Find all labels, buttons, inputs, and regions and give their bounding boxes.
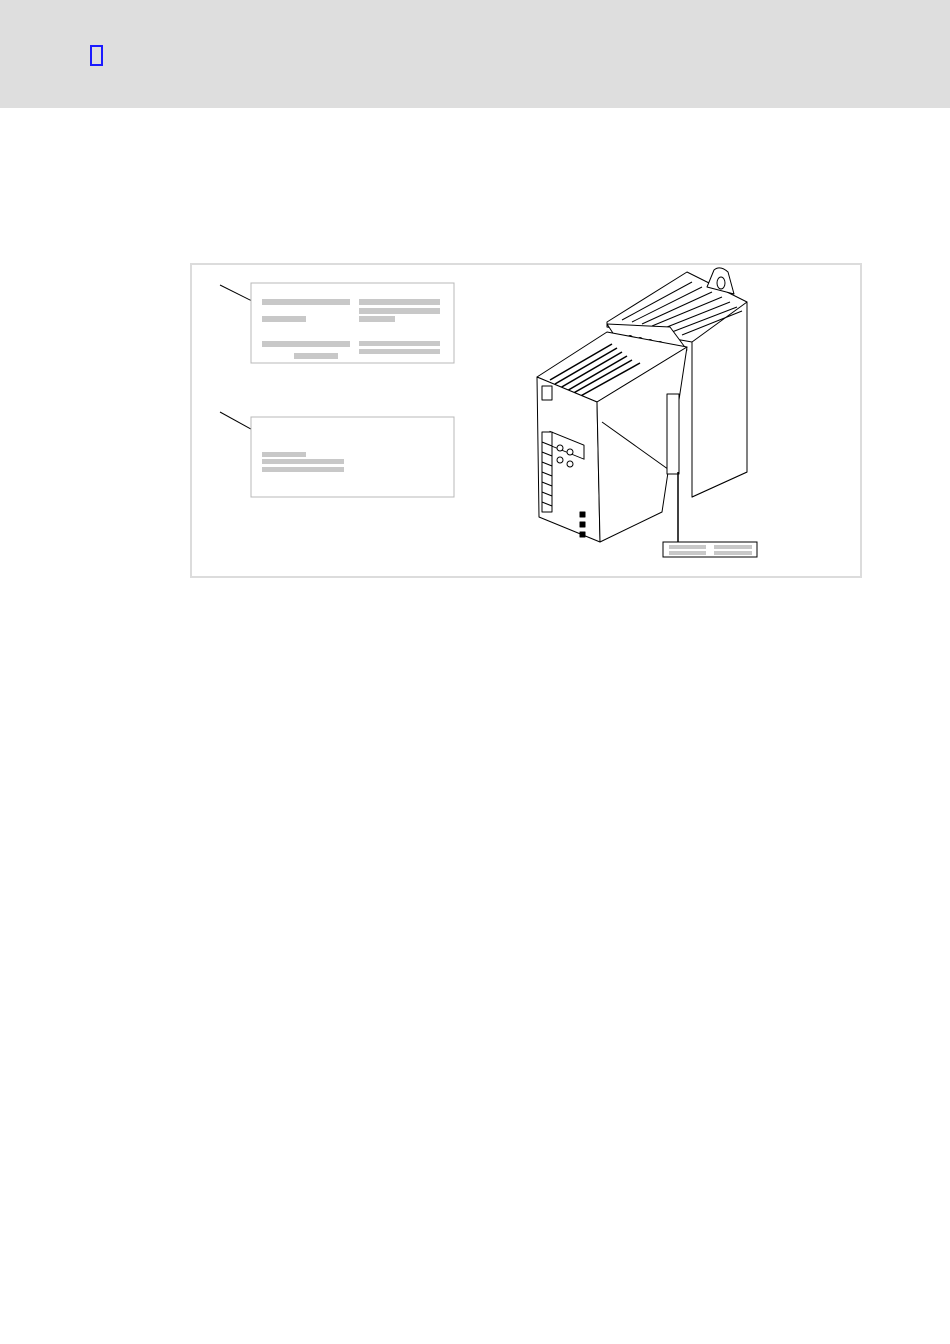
callout-nameplate-top [220, 283, 454, 363]
document-bookmark-icon[interactable] [90, 45, 103, 66]
inverter-device [537, 268, 747, 542]
device-illustration [192, 265, 864, 580]
figure-frame [190, 263, 862, 578]
header-band [0, 0, 950, 108]
callout-nameplate-bottom [220, 412, 454, 497]
